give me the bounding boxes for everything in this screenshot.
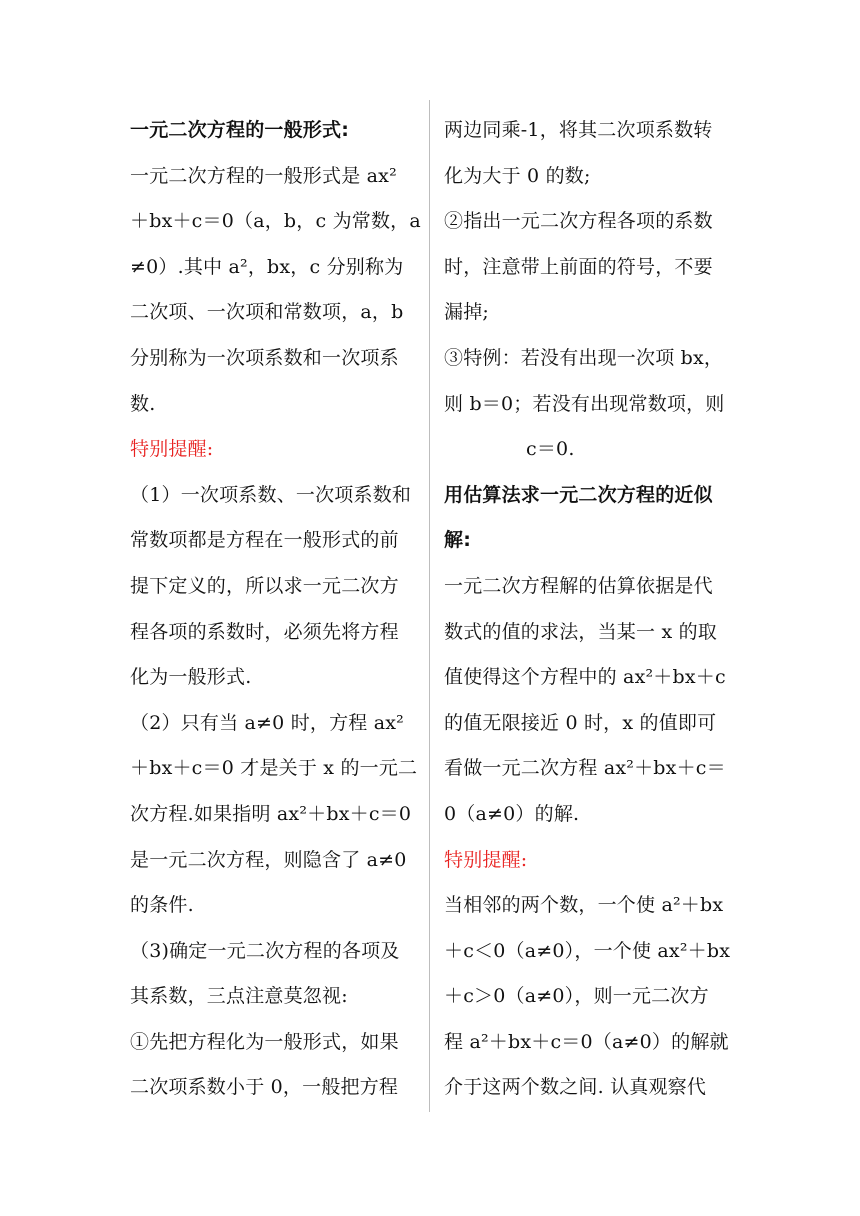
body-line: 的值无限接近 0 时，x 的值即可 bbox=[444, 711, 717, 734]
body-line: ①先把方程化为一般形式，如果 bbox=[130, 1030, 399, 1053]
body-line: 提下定义的，所以求一元二次方 bbox=[130, 574, 399, 597]
body-line: 常数项都是方程在一般形式的前 bbox=[130, 529, 399, 552]
special-reminder-label: 特别提醒: bbox=[444, 848, 528, 871]
body-line: 漏掉; bbox=[444, 301, 490, 324]
body-line: （1）一次项系数、一次项系数和 bbox=[130, 483, 412, 506]
body-line: 数式的值的求法，当某一 x 的取 bbox=[444, 620, 717, 643]
body-line: 分别称为一次项系数和一次项系 bbox=[130, 346, 399, 369]
body-line: 程各项的系数时，必须先将方程 bbox=[130, 620, 399, 643]
body-line: 是一元二次方程，则隐含了 a≠0 bbox=[130, 848, 407, 871]
right-column bbox=[444, 108, 734, 1111]
body-line: 化为一般形式. bbox=[130, 666, 252, 689]
body-line: （3)确定一元二次方程的各项及 bbox=[130, 939, 400, 962]
body-line: 数. bbox=[130, 392, 156, 415]
body-line: 时，注意带上前面的符号，不要 bbox=[444, 255, 713, 278]
body-line: ＋bx＋c＝0（a，b，c 为常数，a bbox=[130, 210, 421, 233]
body-line: 的条件. bbox=[130, 894, 194, 917]
body-line: c＝0. bbox=[526, 438, 575, 461]
section-heading-general-form: 一元二次方程的一般形式: bbox=[130, 119, 349, 141]
body-line: 一元二次方程解的估算依据是代 bbox=[444, 574, 713, 597]
special-reminder-label: 特别提醒: bbox=[130, 438, 214, 461]
body-line: ＋c＜0（a≠0），一个使 ax²＋bx bbox=[444, 939, 731, 962]
body-line: 0（a≠0）的解. bbox=[444, 802, 580, 825]
body-line: 则 b＝0；若没有出现常数项，则 bbox=[444, 392, 725, 415]
body-line: 一元二次方程的一般形式是 ax² bbox=[130, 164, 397, 187]
body-line: 二次项、一次项和常数项，a，b bbox=[130, 301, 404, 324]
body-line: 介于这两个数之间. 认真观察代 bbox=[444, 1076, 707, 1099]
body-line: 二次项系数小于 0，一般把方程 bbox=[130, 1076, 399, 1099]
body-line: 值使得这个方程中的 ax²＋bx＋c bbox=[444, 666, 726, 689]
body-line: 看做一元二次方程 ax²＋bx＋c＝ bbox=[444, 757, 726, 780]
body-line: ＋bx＋c＝0 才是关于 x 的一元二 bbox=[130, 757, 418, 780]
body-line: 两边同乘-1，将其二次项系数转 bbox=[444, 119, 713, 141]
section-heading-estimation: 用估算法求一元二次方程的近似 bbox=[444, 483, 713, 506]
body-line: ＋c＞0（a≠0），则一元二次方 bbox=[444, 985, 709, 1008]
body-line: ③特例：若没有出现一次项 bx， bbox=[444, 346, 724, 369]
body-line: 次方程.如果指明 ax²＋bx＋c＝0 bbox=[130, 802, 412, 825]
body-line: ≠0）.其中 a²，bx，c 分别称为 bbox=[130, 255, 404, 278]
body-line: 当相邻的两个数，一个使 a²＋bx bbox=[444, 894, 724, 917]
left-column bbox=[130, 108, 421, 1111]
body-line: （2）只有当 a≠0 时，方程 ax² bbox=[130, 711, 405, 734]
body-line: 化为大于 0 的数; bbox=[444, 164, 591, 187]
section-heading-estimation-cont: 解: bbox=[444, 529, 471, 552]
body-line: ②指出一元二次方程各项的系数 bbox=[444, 210, 713, 233]
column-divider bbox=[429, 100, 430, 1112]
body-line: 其系数，三点注意莫忽视: bbox=[130, 985, 348, 1008]
body-line: 程 a²＋bx＋c＝0（a≠0）的解就 bbox=[444, 1030, 729, 1053]
